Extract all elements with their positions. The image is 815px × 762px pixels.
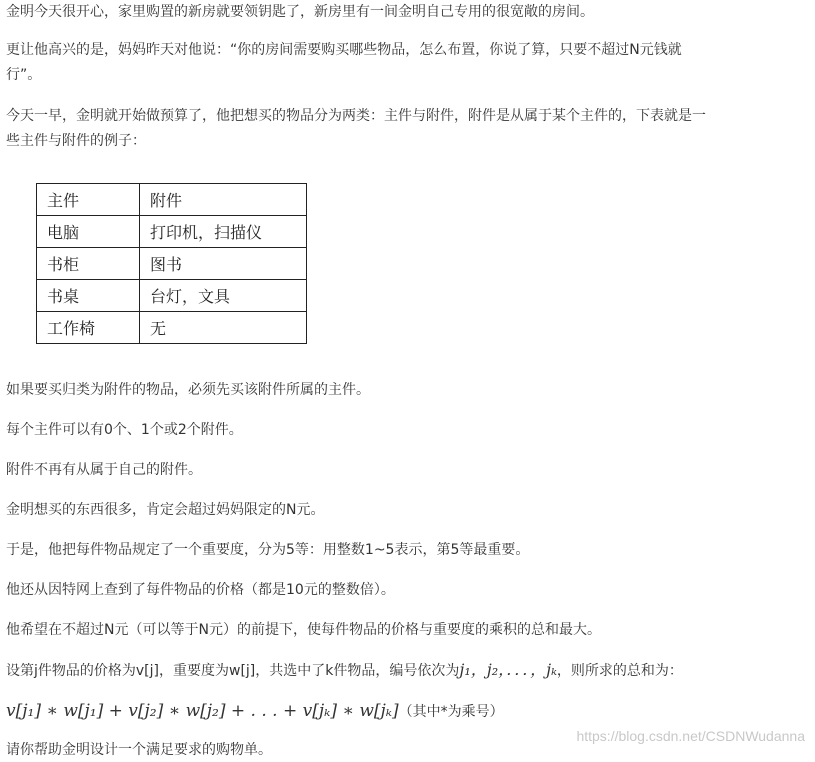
- paragraph-mom-line2: 行”。: [6, 67, 42, 83]
- items-table: [36, 183, 307, 344]
- table-cell-accessory: 无: [140, 312, 307, 344]
- watermark-text: https://blog.csdn.net/CSDNWudanna: [576, 728, 805, 744]
- table-header-main: 主件: [37, 184, 140, 216]
- paragraph-budget-line2: 些主件与附件的例子：: [6, 133, 146, 149]
- table-row: [37, 216, 307, 248]
- items-table-wrapper: [36, 183, 307, 344]
- table-row: [37, 312, 307, 344]
- paragraph-rule-main-first: 如果要买归类为附件的物品，必须先买该附件所属的主件。: [6, 382, 370, 398]
- definition-prefix: 设第j件物品的价格为v[j]，重要度为w[j]，共选中了k件物品，编号依次为: [6, 663, 460, 679]
- table-cell-accessory: 打印机，扫描仪: [140, 216, 307, 248]
- table-cell-main: 工作椅: [37, 312, 140, 344]
- table-cell-main: 电脑: [37, 216, 140, 248]
- table-row: [37, 248, 307, 280]
- table-header-accessory: 附件: [140, 184, 307, 216]
- table-header-row: [37, 184, 307, 216]
- paragraph-request: 请你帮助金明设计一个满足要求的购物单。: [6, 742, 272, 758]
- table-cell-main: 书柜: [37, 248, 140, 280]
- paragraph-intro: 金明今天很开心，家里购置的新房就要领钥匙了，新房里有一间金明自己专用的很宽敞的房间。: [6, 4, 594, 20]
- paragraph-goal: 他希望在不超过N元（可以等于N元）的前提下，使每件物品的价格与重要度的乘积的总和最大。: [6, 622, 601, 638]
- paragraph-definition: [6, 658, 683, 683]
- table-cell-main: 书桌: [37, 280, 140, 312]
- paragraph-over-budget: 金明想买的东西很多，肯定会超过妈妈限定的N元。: [6, 502, 325, 518]
- paragraph-prices: 他还从因特网上查到了每件物品的价格（都是10元的整数倍）。: [6, 582, 395, 598]
- paragraph-rule-no-nesting: 附件不再有从属于自己的附件。: [6, 462, 202, 478]
- definition-suffix: ，则所求的总和为：: [556, 663, 683, 679]
- paragraph-importance: 于是，他把每件物品规定了一个重要度，分为5等：用整数1~5表示，第5等最重要。: [6, 542, 530, 558]
- table-row: [37, 280, 307, 312]
- paragraph-rule-accessory-count: 每个主件可以有0个、1个或2个附件。: [6, 422, 243, 438]
- formula-expression: v[j₁] ∗ w[j₁] + v[j₂] ∗ w[j₂] + . . . + v[jₖ] ∗ w[jₖ]: [6, 701, 399, 721]
- math-index-list: j₁，j₂，．．．，jₖ: [459, 660, 557, 679]
- formula-note: （其中*为乘号）: [398, 704, 504, 720]
- paragraph-budget-line1: 今天一早，金明就开始做预算了，他把想买的物品分为两类：主件与附件，附件是从属于某个主件的，下表就是一: [6, 108, 706, 124]
- table-cell-accessory: 台灯，文具: [140, 280, 307, 312]
- table-cell-accessory: 图书: [140, 248, 307, 280]
- paragraph-mom-line1: 更让他高兴的是，妈妈昨天对他说：“你的房间需要购买哪些物品，怎么布置，你说了算，只要不超过N元钱就: [6, 42, 682, 58]
- objective-formula: [6, 698, 504, 725]
